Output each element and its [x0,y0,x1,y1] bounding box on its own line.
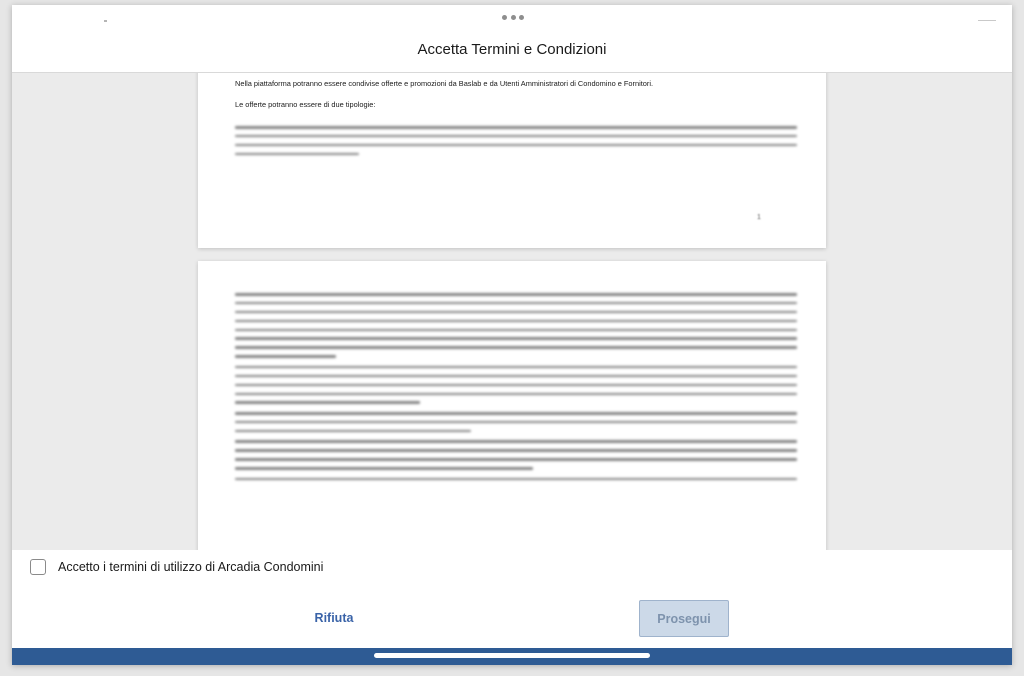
blurred-text-line [235,467,533,470]
document-subtitle-text: Le offerte potranno essere di due tipologie: [235,100,376,109]
blurred-text-block [235,293,797,488]
status-mark-icon [104,20,107,22]
blurred-paragraph [235,366,797,404]
home-indicator[interactable] [374,653,650,658]
blurred-text-line [235,346,797,349]
blurred-paragraph [235,126,797,162]
sheet-footer [12,550,1012,648]
blurred-paragraph [235,293,797,358]
blurred-text-line [235,320,797,323]
blurred-text-line [235,311,797,314]
blurred-text-line [235,393,797,396]
document-viewer[interactable] [12,73,1012,550]
blurred-text-line [235,478,797,481]
blurred-text-line [235,329,797,332]
blurred-text-line [235,449,797,452]
document-page-2 [198,261,826,550]
page-number: 1 [757,214,761,221]
blurred-text-line [235,135,797,138]
blurred-paragraph [235,478,797,481]
sheet-header [12,5,1012,73]
blurred-text-line [235,144,797,147]
blurred-text-line [235,375,797,378]
blurred-text-line [235,401,420,404]
blurred-paragraph [235,412,797,432]
accept-terms-label[interactable]: Accetto i termini di utilizzo di Arcadia Condomini [58,560,324,574]
blurred-text-line [235,421,797,424]
blurred-text-line [235,430,471,433]
blurred-text-line [235,412,797,415]
accept-terms-checkbox[interactable] [30,559,46,575]
blurred-text-line [235,293,797,296]
reject-button[interactable]: Rifiuta [294,599,374,636]
blurred-text-line [235,355,336,358]
bottom-bar [12,648,1012,665]
more-options-icon[interactable] [502,14,524,20]
blurred-text-line [235,337,797,340]
blurred-text-line [235,458,797,461]
sheet-title: Accetta Termini e Condizioni [417,41,607,58]
blurred-text-line [235,366,797,369]
document-page-1 [198,73,826,248]
terms-sheet [12,5,1012,665]
blurred-text-line [235,153,359,156]
blurred-paragraph [235,440,797,469]
status-mark-icon [978,20,996,21]
blurred-text-line [235,302,797,305]
blurred-text-line [235,126,797,129]
blurred-text-line [235,440,797,443]
blurred-text-line [235,384,797,387]
continue-button[interactable]: Prosegui [639,600,729,637]
document-intro-text: Nella piattaforma potranno essere condivise offerte e promozioni da Baslab e da Utenti Amministratori di Condomino e Fornitori. [235,79,654,88]
